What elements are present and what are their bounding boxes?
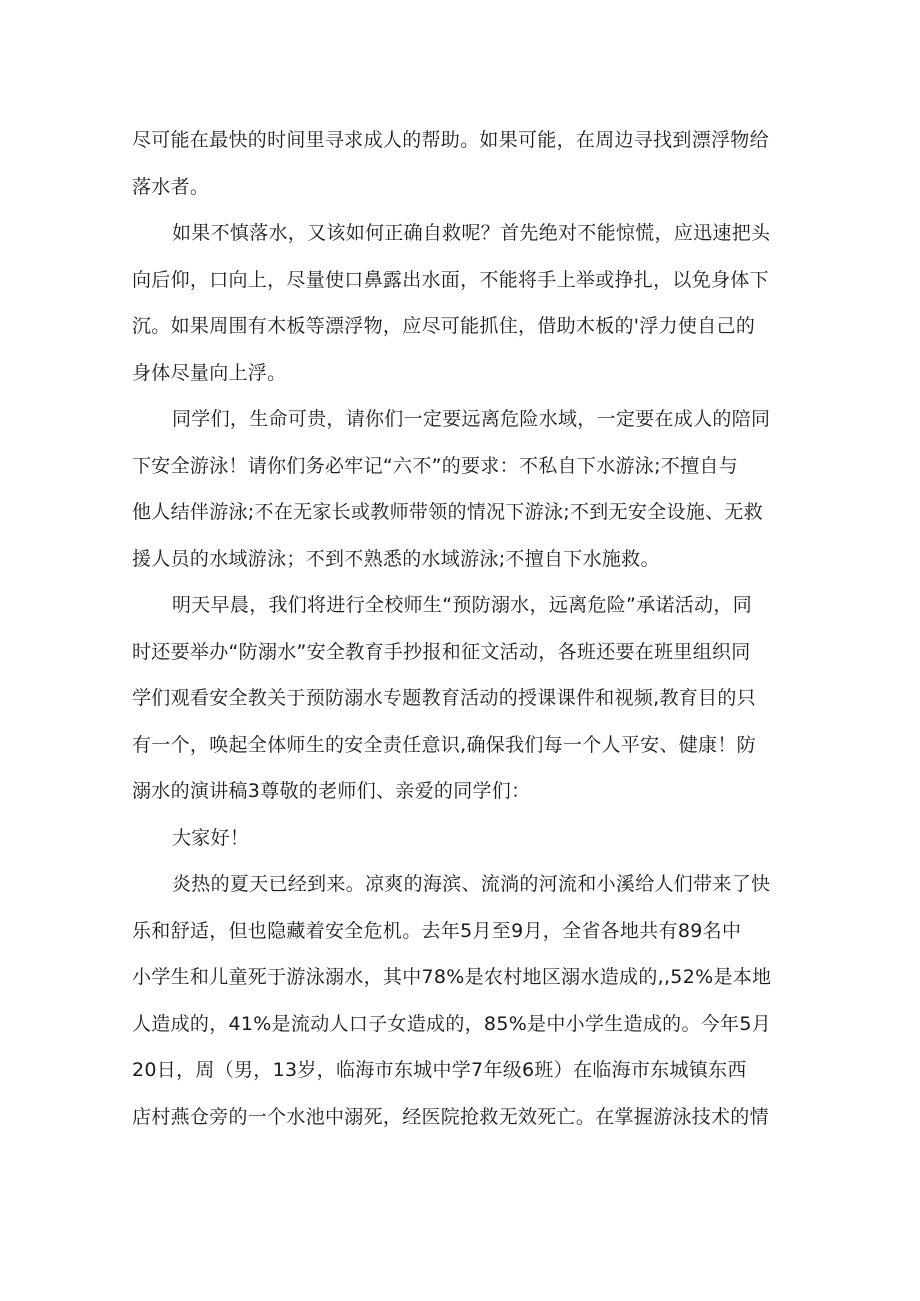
body-text — [132, 117, 794, 1140]
text-line: 明天早晨，我们将进行全校师生“预防溺水，远离危险”承诺活动，同 — [172, 594, 752, 616]
text-line: 同学们，生命可贵，请你们一定要远离危险水域，一定要在成人的陪同 — [172, 408, 771, 430]
text-line: 他人结伴游泳;不在无家长或教师带领的情况下游泳;不到无安全设施、无救 — [132, 501, 764, 523]
text-line: 乐和舒适，但也隐藏着安全危机。去年5月至9月，全省各地共有89名中 — [132, 919, 742, 942]
text-line: 援人员的水域游泳；不到不熟悉的水域游泳;不擅自下水施救。 — [132, 547, 660, 570]
text-line: 20日，周（男，13岁，临海市东城中学7年级6班）在临海市东城镇东西 — [132, 1059, 747, 1081]
text-line: 学们观看安全教关于预防溺水专题教育活动的授课课件和视频,教育目的只 — [132, 687, 756, 709]
text-line: 向后仰，口向上，尽量使口鼻露出水面，不能将手上举或挣扎，以免身体下 — [132, 268, 769, 291]
text-line: 人造成的，41%是流动人口子女造成的，85%是中小学生造成的。今年5月 — [132, 1012, 772, 1035]
text-line: 落水者。 — [132, 175, 210, 198]
text-line: 炎热的夏天已经到来。凉爽的海滨、流淌的河流和小溪给人们带来了快 — [172, 873, 771, 895]
text-line: 沉。如果周围有木板等漂浮物，应尽可能抓住，借助木板的'浮力使自己的 — [132, 315, 756, 337]
text-line: 尽可能在最快的时间里寻求成人的帮助。如果可能，在周边寻找到漂浮物给 — [132, 129, 769, 151]
text-line: 溺水的演讲稿3尊敬的老师们、亲爱的同学们： — [132, 780, 531, 802]
text-line: 大家好！ — [172, 826, 250, 849]
text-line: 小学生和儿童死于游泳溺水，其中78%是农村地区溺水造成的,,52%是本地 — [132, 966, 772, 988]
text-line: 有一个，唤起全体师生的安全责任意识,确保我们每一个人平安、健康！防 — [132, 733, 756, 756]
text-line: 时还要举办“防溺水”安全教育手抄报和征文活动，各班还要在班里组织同 — [132, 640, 751, 663]
text-line: 下安全游泳！请你们务必牢记“六不”的要求：不私自下水游泳;不擅自与 — [132, 454, 738, 477]
text-line: 如果不慎落水，又该如何正确自救呢？首先绝对不能惊慌，应迅速把头 — [172, 222, 771, 244]
text-line: 店村燕仓旁的一个水池中溺死，经医院抢救无效死亡。在掌握游泳技术的情 — [132, 1105, 769, 1128]
text-line: 身体尽量向上浮。 — [132, 361, 287, 384]
